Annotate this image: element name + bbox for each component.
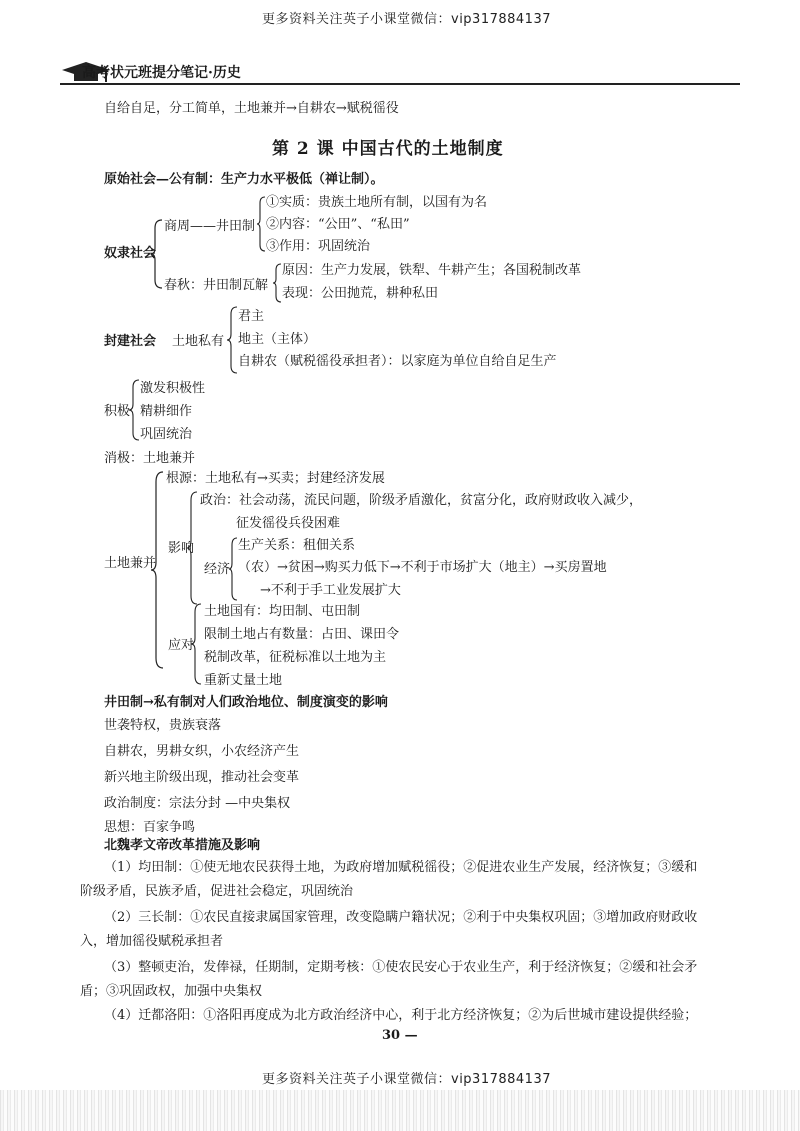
positive-item-1: 激发积极性 — [140, 381, 206, 396]
brace — [150, 470, 164, 670]
feudal-self-farmer: 自耕农（赋税徭役承担者）：以家庭为单位自给自足生产 — [238, 354, 557, 369]
feudal-landlord: 地主（主体） — [238, 332, 317, 347]
positive-item-2: 精耕细作 — [140, 404, 193, 419]
influence-economy-label: 经济 — [204, 562, 231, 577]
brace — [190, 602, 202, 686]
feudal-society-label: 封建社会 — [104, 334, 157, 349]
header-divider — [60, 83, 740, 85]
economy-item-1: 生产关系：租佃关系 — [238, 538, 356, 553]
response-item-1: 土地国有：均田制、屯田制 — [204, 604, 361, 619]
reform-p3-line2: 盾；③巩固政权，加强中央集权 — [80, 984, 263, 999]
economy-item-3: →不利于手工业发展扩大 — [260, 583, 401, 598]
response-item-2: 限制土地占有数量：占田、课田令 — [204, 627, 400, 642]
influence-politics: 政治：社会动荡，流民问题，阶级矛盾激化，贫富分化，政府财政收入减少， — [200, 493, 643, 508]
watermark-bottom: 更多资料关注英子小课堂微信：vip317884137 — [262, 1072, 551, 1087]
land-private: 土地私有 — [172, 334, 225, 349]
collapse-cause: 原因：生产力发展，铁犁、牛耕产生；各国税制改革 — [282, 263, 582, 278]
slave-item-3: ③作用：巩固统治 — [266, 239, 371, 254]
economy-item-2: （农）→贫困→购买力低下→不利于市场扩大（地主）→买房置地 — [238, 560, 607, 575]
negative-effect: 消极：土地兼并 — [104, 451, 196, 466]
slave-item-2: ②内容：“公田”、“私田” — [266, 217, 410, 232]
page-number: 30 — — [382, 1028, 418, 1043]
impact-item-1: 世袭特权，贵族衰落 — [104, 718, 222, 733]
collapse-manifestation: 表现：公田抛荒，耕种私田 — [282, 286, 439, 301]
reform-p1-line1: （1）均田制：①使无地农民获得土地，为政府增加赋税徭役；②促进农业生产发展，经济恢复；③缓和 — [104, 860, 698, 875]
influence-politics-cont: 征发徭役兵役困难 — [236, 516, 341, 531]
watermark-top: 更多资料关注英子小课堂微信：vip317884137 — [262, 12, 551, 27]
positive-label: 积极 — [104, 404, 131, 419]
annex-label: 土地兼并 — [104, 556, 157, 571]
impact-item-4: 政治制度：宗法分封 —中央集权 — [104, 796, 291, 811]
response-item-4: 重新丈量土地 — [204, 673, 283, 688]
brace — [272, 262, 282, 304]
slave-item-1: ①实质：贵族土地所有制，以国有为名 — [266, 195, 488, 210]
lesson-title: 第 2 课 中国古代的土地制度 — [272, 139, 504, 159]
impact-heading: 井田制→私有制对人们政治地位、制度演变的影响 — [104, 695, 388, 710]
impact-item-5: 思想：百家争鸣 — [104, 820, 196, 835]
reform-p4-line1: （4）迁都洛阳：①洛阳再度成为北方政治经济中心，利于北方经济恢复；②为后世城市建设提供经验； — [104, 1008, 698, 1023]
annex-root: 根源：土地私有→买卖；封建经济发展 — [166, 471, 385, 486]
impact-item-3: 新兴地主阶级出现，推动社会变革 — [104, 770, 300, 785]
annex-influence-label: 影响 — [168, 541, 195, 556]
brace — [226, 305, 238, 375]
reform-heading: 北魏孝文帝改革措施及影响 — [104, 838, 261, 853]
brace — [128, 378, 140, 442]
shangzhou-well-field: 商周——井田制 — [164, 219, 256, 234]
reform-p2-line1: （2）三长制：①农民直接隶属国家管理，改变隐瞒户籍状况；②利于中央集权巩固；③增加政府财政收 — [104, 910, 698, 925]
intro-line: 自给自足，分工简单，土地兼并→自耕农→赋税徭役 — [104, 101, 399, 116]
scan-noise — [0, 1090, 800, 1131]
impact-item-2: 自耕农，男耕女织，小农经济产生 — [104, 744, 300, 759]
annex-response-label: 应对 — [168, 638, 195, 653]
brace — [186, 490, 198, 606]
brace — [150, 218, 164, 290]
brace — [256, 195, 266, 253]
positive-item-3: 巩固统治 — [140, 427, 193, 442]
primitive-society: 原始社会—公有制：生产力水平极低（禅让制）。 — [104, 172, 384, 187]
feudal-monarch: 君主 — [238, 309, 265, 324]
reform-p2-line2: 入，增加徭役赋税承担者 — [80, 934, 224, 949]
reform-p1-line2: 阶级矛盾，民族矛盾，促进社会稳定，巩固统治 — [80, 884, 354, 899]
brace — [228, 536, 238, 602]
book-title: 高考状元班提分笔记·历史 — [82, 65, 241, 81]
slave-society-label: 奴隶社会 — [104, 246, 157, 261]
response-item-3: 税制改革，征税标准以土地为主 — [204, 650, 387, 665]
chunqiu-collapse: 春秋：井田制瓦解 — [164, 278, 269, 293]
reform-p3-line1: （3）整顿吏治，发俸禄，任期制，定期考核：①使农民安心于农业生产，利于经济恢复；②缓和社会矛 — [104, 960, 698, 975]
